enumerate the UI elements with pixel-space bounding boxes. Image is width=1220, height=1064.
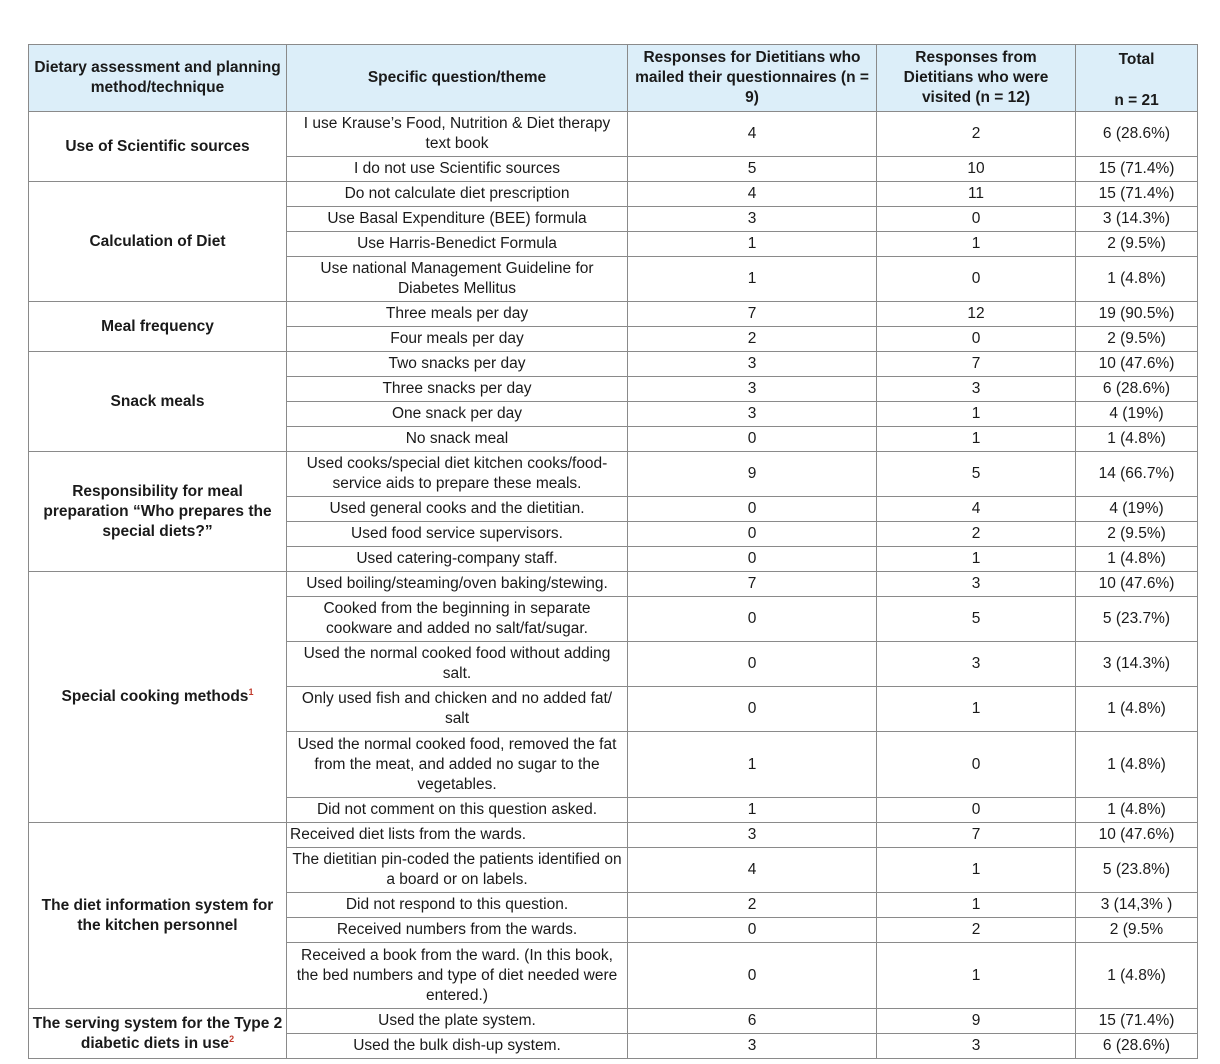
mailed-count-cell: 3 [628, 377, 877, 402]
table-row [29, 572, 1198, 597]
table-row [29, 352, 1198, 377]
total-cell: 14 (66.7%) [1076, 452, 1198, 497]
question-cell: Four meals per day [287, 327, 628, 352]
header-mailed: Responses for Dietitians who mailed their questionnaires (n = 9) [628, 45, 877, 112]
visited-count-cell: 9 [877, 1009, 1076, 1034]
question-cell: Received numbers from the wards. [287, 918, 628, 943]
total-cell: 6 (28.6%) [1076, 1034, 1198, 1059]
visited-count-cell: 7 [877, 823, 1076, 848]
question-cell: Did not comment on this question asked. [287, 798, 628, 823]
category-label: Special cooking methods [61, 688, 249, 705]
table-body [29, 112, 1198, 1059]
question-cell: Did not respond to this question. [287, 893, 628, 918]
mailed-count-cell: 0 [628, 642, 877, 687]
total-cell: 1 (4.8%) [1076, 427, 1198, 452]
mailed-count-cell: 1 [628, 732, 877, 798]
visited-count-cell: 0 [877, 257, 1076, 302]
question-cell: Used the plate system. [287, 1009, 628, 1034]
visited-count-cell: 1 [877, 427, 1076, 452]
visited-count-cell: 1 [877, 547, 1076, 572]
table-row [29, 182, 1198, 207]
category-cell [29, 823, 287, 1009]
mailed-count-cell: 1 [628, 257, 877, 302]
mailed-count-cell: 1 [628, 232, 877, 257]
header-method: Dietary assessment and planning method/technique [29, 45, 287, 112]
question-cell: Two snacks per day [287, 352, 628, 377]
total-cell: 10 (47.6%) [1076, 572, 1198, 597]
category-cell [29, 352, 287, 452]
mailed-count-cell: 0 [628, 918, 877, 943]
visited-count-cell: 11 [877, 182, 1076, 207]
question-cell: The dietitian pin-coded the patients identified on a board or on labels. [287, 848, 628, 893]
visited-count-cell: 1 [877, 687, 1076, 732]
visited-count-cell: 1 [877, 943, 1076, 1009]
mailed-count-cell: 7 [628, 302, 877, 327]
total-cell: 10 (47.6%) [1076, 823, 1198, 848]
visited-count-cell: 0 [877, 798, 1076, 823]
mailed-count-cell: 3 [628, 352, 877, 377]
header-total-n: n = 21 [1114, 92, 1159, 109]
question-cell: Used the normal cooked food, removed the fat from the meat, and added no sugar to the vegetables. [287, 732, 628, 798]
mailed-count-cell: 7 [628, 572, 877, 597]
mailed-count-cell: 3 [628, 1034, 877, 1059]
question-cell: Used food service supervisors. [287, 522, 628, 547]
question-cell: Use Harris-Benedict Formula [287, 232, 628, 257]
mailed-count-cell: 1 [628, 798, 877, 823]
category-cell [29, 452, 287, 572]
category-label: Meal frequency [101, 317, 214, 335]
mailed-count-cell: 4 [628, 112, 877, 157]
visited-count-cell: 3 [877, 377, 1076, 402]
mailed-count-cell: 3 [628, 823, 877, 848]
total-cell: 1 (4.8%) [1076, 943, 1198, 1009]
header-question: Specific question/theme [287, 45, 628, 112]
question-cell: Three meals per day [287, 302, 628, 327]
question-cell: I use Krause’s Food, Nutrition & Diet therapy text book [287, 112, 628, 157]
visited-count-cell: 0 [877, 207, 1076, 232]
question-cell: Used general cooks and the dietitian. [287, 497, 628, 522]
mailed-count-cell: 0 [628, 547, 877, 572]
mailed-count-cell: 0 [628, 427, 877, 452]
total-cell: 6 (28.6%) [1076, 377, 1198, 402]
total-cell: 5 (23.7%) [1076, 597, 1198, 642]
visited-count-cell: 2 [877, 522, 1076, 547]
question-cell: Used boiling/steaming/oven baking/stewing. [287, 572, 628, 597]
visited-count-cell: 0 [877, 732, 1076, 798]
category-label: The serving system for the Type 2 diabetic diets in use [32, 1014, 283, 1052]
total-cell: 1 (4.8%) [1076, 257, 1198, 302]
total-cell: 1 (4.8%) [1076, 798, 1198, 823]
visited-count-cell: 5 [877, 452, 1076, 497]
dietary-methods-table [28, 44, 1198, 1059]
question-cell: Cooked from the beginning in separate cookware and added no salt/fat/sugar. [287, 597, 628, 642]
mailed-count-cell: 0 [628, 597, 877, 642]
total-cell: 2 (9.5%) [1076, 522, 1198, 547]
question-cell: One snack per day [287, 402, 628, 427]
footnote-marker: 2 [229, 1033, 235, 1044]
mailed-count-cell: 9 [628, 452, 877, 497]
category-cell [29, 302, 287, 352]
question-cell: No snack meal [287, 427, 628, 452]
visited-count-cell: 5 [877, 597, 1076, 642]
category-cell [29, 1009, 287, 1059]
question-cell: I do not use Scientific sources [287, 157, 628, 182]
visited-count-cell: 1 [877, 232, 1076, 257]
mailed-count-cell: 0 [628, 687, 877, 732]
category-cell [29, 112, 287, 182]
question-cell: Three snacks per day [287, 377, 628, 402]
total-cell: 4 (19%) [1076, 402, 1198, 427]
mailed-count-cell: 3 [628, 207, 877, 232]
question-cell: Used catering-company staff. [287, 547, 628, 572]
mailed-count-cell: 4 [628, 848, 877, 893]
total-cell: 3 (14,3% ) [1076, 893, 1198, 918]
visited-count-cell: 2 [877, 112, 1076, 157]
total-cell: 2 (9.5%) [1076, 327, 1198, 352]
visited-count-cell: 1 [877, 893, 1076, 918]
header-visited: Responses from Dietitians who were visited (n = 12) [877, 45, 1076, 112]
question-cell: Received a book from the ward. (In this book, the bed numbers and type of diet needed were entered.) [287, 943, 628, 1009]
mailed-count-cell: 0 [628, 522, 877, 547]
visited-count-cell: 7 [877, 352, 1076, 377]
visited-count-cell: 12 [877, 302, 1076, 327]
visited-count-cell: 4 [877, 497, 1076, 522]
total-cell: 19 (90.5%) [1076, 302, 1198, 327]
header-total [1076, 45, 1198, 112]
total-cell: 2 (9.5%) [1076, 232, 1198, 257]
total-cell: 5 (23.8%) [1076, 848, 1198, 893]
category-label: Snack meals [110, 392, 205, 410]
visited-count-cell: 3 [877, 572, 1076, 597]
visited-count-cell: 3 [877, 642, 1076, 687]
mailed-count-cell: 6 [628, 1009, 877, 1034]
question-cell: Use Basal Expenditure (BEE) formula [287, 207, 628, 232]
category-cell [29, 182, 287, 302]
total-cell: 10 (47.6%) [1076, 352, 1198, 377]
visited-count-cell: 10 [877, 157, 1076, 182]
mailed-count-cell: 0 [628, 943, 877, 1009]
question-cell: Use national Management Guideline for Diabetes Mellitus [287, 257, 628, 302]
total-cell: 15 (71.4%) [1076, 157, 1198, 182]
question-cell: Used the bulk dish-up system. [287, 1034, 628, 1059]
visited-count-cell: 3 [877, 1034, 1076, 1059]
table-row [29, 112, 1198, 157]
table-row [29, 823, 1198, 848]
footnote-marker: 1 [248, 686, 254, 697]
header-row [29, 45, 1198, 112]
mailed-count-cell: 2 [628, 327, 877, 352]
visited-count-cell: 0 [877, 327, 1076, 352]
category-cell [29, 572, 287, 823]
question-cell: Used the normal cooked food without adding salt. [287, 642, 628, 687]
total-cell: 15 (71.4%) [1076, 1009, 1198, 1034]
category-label: Use of Scientific sources [65, 137, 250, 155]
visited-count-cell: 1 [877, 402, 1076, 427]
mailed-count-cell: 5 [628, 157, 877, 182]
category-label: Calculation of Diet [89, 232, 226, 250]
question-cell: Received diet lists from the wards. [287, 823, 628, 848]
visited-count-cell: 2 [877, 918, 1076, 943]
question-cell: Only used fish and chicken and no added fat/ salt [287, 687, 628, 732]
header-total-title: Total [1118, 51, 1155, 68]
total-cell: 3 (14.3%) [1076, 207, 1198, 232]
mailed-count-cell: 3 [628, 402, 877, 427]
category-label: The diet information system for the kitchen personnel [41, 896, 274, 934]
total-cell: 2 (9.5% [1076, 918, 1198, 943]
visited-count-cell: 1 [877, 848, 1076, 893]
table-row [29, 1009, 1198, 1034]
question-cell: Used cooks/special diet kitchen cooks/food-service aids to prepare these meals. [287, 452, 628, 497]
mailed-count-cell: 4 [628, 182, 877, 207]
mailed-count-cell: 0 [628, 497, 877, 522]
total-cell: 1 (4.8%) [1076, 687, 1198, 732]
total-cell: 6 (28.6%) [1076, 112, 1198, 157]
total-cell: 3 (14.3%) [1076, 642, 1198, 687]
total-cell: 4 (19%) [1076, 497, 1198, 522]
table-row [29, 302, 1198, 327]
question-cell: Do not calculate diet prescription [287, 182, 628, 207]
mailed-count-cell: 2 [628, 893, 877, 918]
category-label: Responsibility for meal preparation “Who prepares the special diets?” [43, 482, 272, 540]
total-cell: 1 (4.8%) [1076, 547, 1198, 572]
total-cell: 1 (4.8%) [1076, 732, 1198, 798]
table-row [29, 452, 1198, 497]
total-cell: 15 (71.4%) [1076, 182, 1198, 207]
